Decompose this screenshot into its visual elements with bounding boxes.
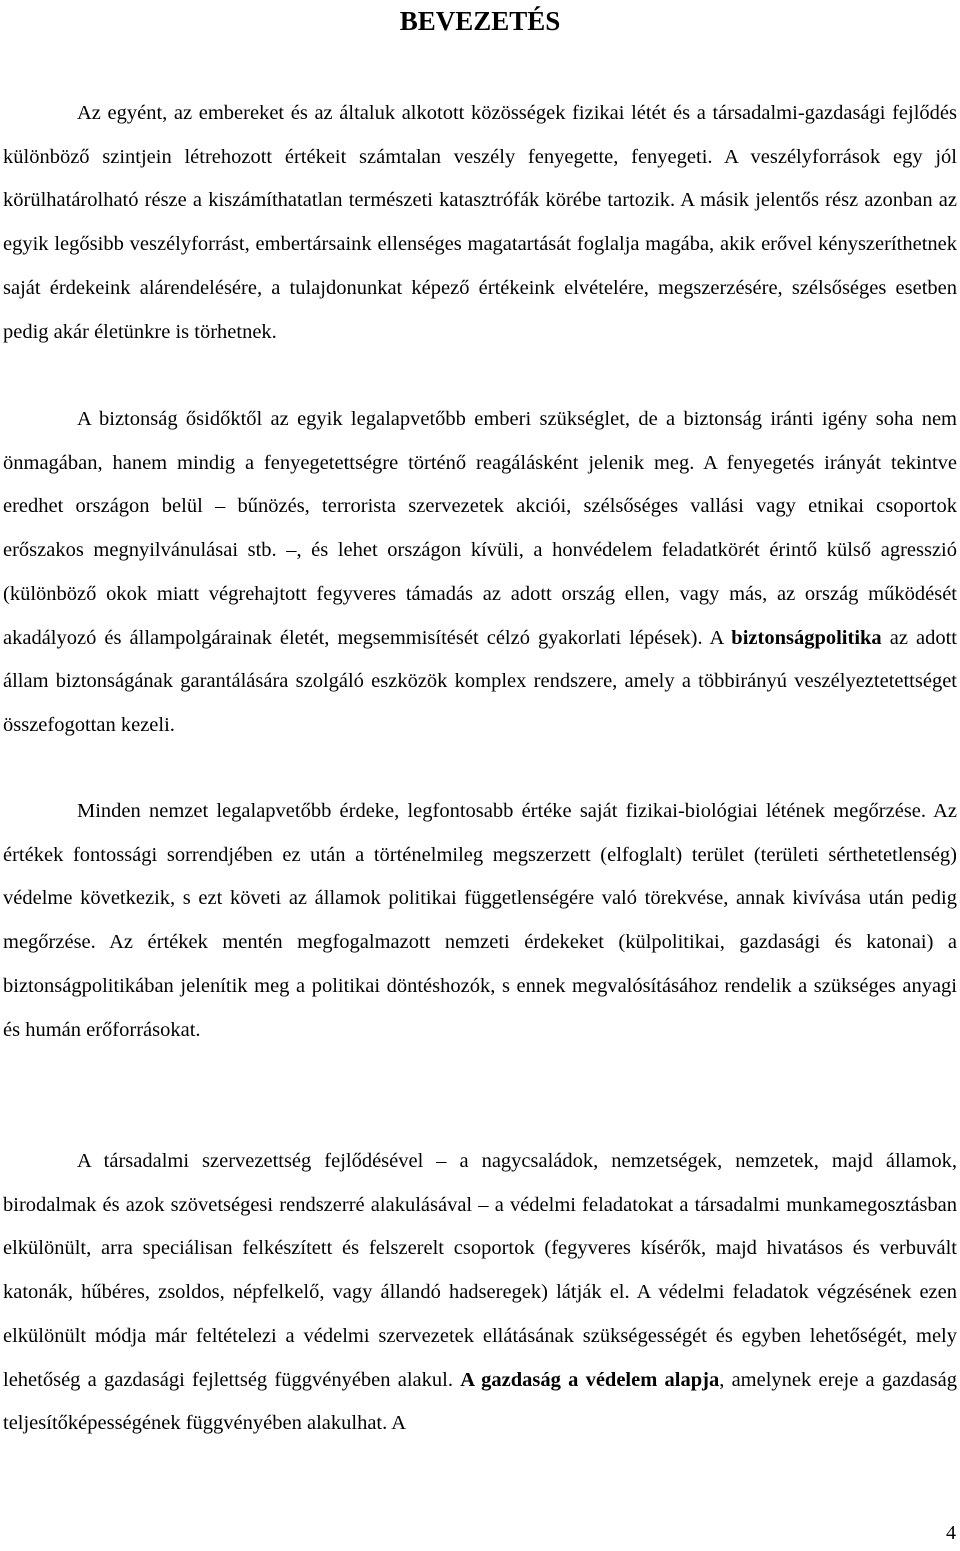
- paragraph-2-bold-term: biztonságpolitika: [731, 626, 882, 649]
- paragraph-4: [3, 1140, 957, 1446]
- paragraph-3: Minden nemzet legalapvetőbb érdeke, legfontosabb értéke saját fizikai-biológiai létének megőrzése. Az értékek fontossági sorrendjében ez után a történelmileg megszerzett (elfoglalt) terület (területi sérthetetlenség) védelme következik, s ezt követi az államok politikai függetlenségére való törekvése, annak kivívása után pedig megőrzése. Az értékek mentén megfogalmazott nemzeti érdekeket (külpolitikai, gazdasági és katonai) a biztonságpolitikában jelenítik meg a politikai döntéshozók, s ennek megvalósításához rendelik a szükséges anyagi és humán erőforrásokat.: [3, 800, 957, 1041]
- paragraph-4-text-b: , amelynek ereje a gazdaság teljesítőképességének függvényében alakulhat. A: [3, 1368, 957, 1435]
- paragraph-4-text-a: A társadalmi szervezettség fejlődésével – a nagycsaládok, nemzetségek, nemzetek, majd államok, birodalmak és azok szövetségesi rendszerré alakulásával – a védelmi feladatokat a társadalmi munkamegosztásban elkülönült, arra speciálisan felkészített és felszerelt csoportok (fegyveres kísérők, majd hivatásos és verbuvált katonák, hűbéres, zsoldos, népfelkelő, vagy állandó hadseregek) látják el. A védelmi feladatok végzésének ezen elkülönült módja már feltételezi a védelmi szervezetek ellátásának szükségességét és egyben lehetőségét, mely lehetőség a gazdasági fejlettség függvényében alakul.: [3, 1150, 957, 1391]
- page-title: BEVEZETÉS: [399, 6, 561, 36]
- paragraph-2-text-a: A biztonság ősidőktől az egyik legalapvetőbb emberi szükséglet, de a biztonság iránti igény soha nem önmagában, hanem mindig a fenyegetettségre történő reagálásként jelenik meg. A fenyegetés irányát tekintve eredhet országon belül – bűnözés, terrorista szervezetek akciói, szélsőséges vallási vagy etnikai csoportok erőszakos megnyilvánulásai stb. –, és lehet országon kívüli, a honvédelem feladatkörét érintő külső agresszió (különböző okok miatt végrehajtott fegyveres támadás az adott ország ellen, vagy más, az ország működését akadályozó és állampolgárainak életét, megsemmisítését célzó gyakorlati lépések). A: [3, 408, 957, 649]
- page-number: 4: [946, 1522, 956, 1544]
- paragraph-4-bold-phrase: A gazdaság a védelem alapja: [460, 1368, 720, 1391]
- paragraph-2-text-b: az adott állam biztonságának garantálására szolgáló eszközök komplex rendszere, amely a többirányú veszélyeztetettséget összefogottan kezeli.: [3, 626, 957, 736]
- paragraph-1: Az egyént, az embereket és az általuk alkotott közösségek fizikai létét és a társadalmi-gazdasági fejlődés különböző szintjein létrehozott értékeit számtalan veszély fenyegette, fenyegeti. A veszélyforrások egy jól körülhatárolható része a kiszámíthatatlan természeti katasztrófák körébe tartozik. A másik jelentős rész azonban az egyik legősibb veszélyforrást, embertársaink ellenséges magatartását foglalja magába, akik erővel kényszeríthetnek saját érdekeink alárendelésére, a tulajdonunkat képező értékeink elvételére, megszerzésére, szélsőséges esetben pedig akár életünkre is törhetnek.: [3, 102, 957, 343]
- paragraph-2: [3, 398, 957, 748]
